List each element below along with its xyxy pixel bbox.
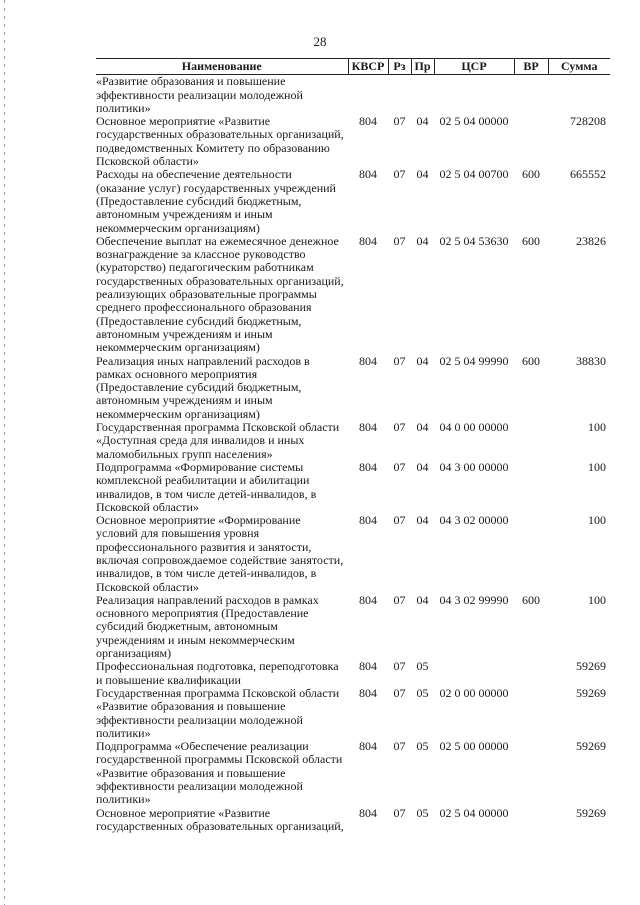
cell-vr: 600 [522,353,540,368]
cell-vr [514,807,548,834]
cell-sum: 59269 [576,739,606,754]
header-kvsr: КВСР [348,59,388,75]
header-vr: ВР [514,59,548,75]
cell-kvsr [348,75,388,115]
cell-csr: 04 3 02 99990 [439,592,509,607]
cell-pr: 04 [416,114,429,129]
cell-sum: 100 [588,459,606,474]
table-row [96,594,610,660]
cell-sum: 100 [588,513,606,528]
cell-vr: 600 [522,233,540,248]
cell-rz: 07 [393,114,406,129]
cell-csr: 04 3 00 00000 [439,459,509,474]
cell-sum: 38830 [576,353,606,368]
table-body [96,75,610,833]
cell-rz: 07 [393,459,406,474]
cell-name: Обеспечение выплат на ежемесячное денежное вознаграждение за классное руководство (кураторство) педагогическим работникам государственных образовательных организаций, реализующих образовательные программы среднего профессионального образования (Предоставление субсидий бюджетным, автономным учреждениям и иным некоммерческим организациям) [96,233,344,355]
cell-pr: 04 [416,353,429,368]
cell-kvsr: 804 [359,459,377,474]
cell-pr: 04 [416,592,429,607]
cell-name: Подпрограмма «Формирование системы комплексной реабилитации и абилитации инвалидов, в том числе детей-инвалидов, в Псковской области» [96,459,317,514]
cell-csr: 02 5 04 00000 [439,805,509,820]
cell-kvsr: 804 [359,513,377,528]
cell-name: Основное мероприятие «Формирование условий для повышения уровня профессионального развития и занятости, включая сопровождаемое содействие занятости, инвалидов, в том числе детей-инвалидов, в Псковской области» [96,513,344,594]
cell-sum: 665552 [570,167,606,182]
cell-kvsr: 804 [359,592,377,607]
cell-name: Основное мероприятие «Развитие государственных образовательных организаций, подведомственных Комитету по образованию Псковской области» [96,114,344,169]
cell-pr: 04 [416,233,429,248]
cell-vr [514,740,548,806]
cell-name: Реализация направлений расходов в рамках основного мероприятия (Предоставление субсидий бюджетным, автономным учреждениям и иным некоммерческим организациям) [96,592,319,661]
cell-csr: 04 3 02 00000 [439,513,509,528]
cell-name: «Развитие образования и повышение эффективности реализации молодежной политики» [96,74,303,115]
cell-kvsr: 804 [359,805,377,820]
cell-kvsr: 804 [359,659,377,674]
cell-kvsr: 804 [359,167,377,182]
cell-kvsr: 804 [359,233,377,248]
table-row [96,514,610,594]
cell-pr: 04 [416,420,429,435]
cell-sum: 59269 [576,659,606,674]
cell-csr: 02 5 00 00000 [439,739,509,754]
cell-vr [514,660,548,687]
cell-name: Реализация иных направлений расходов в рамках основного мероприятия (Предоставление субсидий бюджетным, автономным учреждениям и иным некоммерческим организациям) [96,353,310,421]
cell-pr: 05 [416,685,429,700]
header-rz: Рз [388,59,411,75]
cell-pr: 04 [416,167,429,182]
cell-vr [514,461,548,514]
cell-name: Государственная программа Псковской области «Доступная среда для инвалидов и иных маломобильных групп населения» [96,420,340,461]
header-name: Наименование [96,59,348,75]
cell-vr: 600 [522,592,540,607]
cell-name: Профессиональная подготовка, переподготовка и повышение квалификации [96,659,339,687]
cell-csr [434,660,514,687]
cell-pr: 04 [416,513,429,528]
cell-csr: 02 0 00 00000 [439,685,509,700]
cell-vr [514,75,548,115]
cell-rz: 07 [393,659,406,674]
cell-csr: 02 5 04 00700 [439,167,509,182]
table-row [96,421,610,461]
cell-pr [411,75,434,115]
cell-name: Основное мероприятие «Развитие государственных образовательных организаций, [96,805,344,833]
cell-vr [514,687,548,740]
cell-kvsr: 804 [359,353,377,368]
table-row [96,461,610,514]
cell-csr [434,75,514,115]
cell-rz: 07 [393,353,406,368]
cell-sum: 728208 [570,114,606,129]
header-csr: ЦСР [434,59,514,75]
cell-vr [514,115,548,168]
cell-csr: 02 5 04 53630 [439,233,509,248]
table-row [96,740,610,806]
cell-vr: 600 [522,167,540,182]
cell-pr: 04 [416,459,429,474]
table-header-row [96,59,610,75]
table-row [96,687,610,740]
header-sum: Сумма [548,59,610,75]
budget-table [96,58,610,833]
table-row [96,235,610,355]
cell-csr: 02 5 04 00000 [439,114,509,129]
cell-name: Подпрограмма «Обеспечение реализации государственной программы Псковской области «Развитие образования и повышение эффективности реализации молодежной политики» [96,739,343,807]
cell-vr [514,421,548,461]
cell-sum: 23826 [576,233,606,248]
cell-kvsr: 804 [359,114,377,129]
cell-csr: 04 0 00 00000 [439,420,509,435]
cell-kvsr: 804 [359,739,377,754]
page-number: 28 [313,34,327,49]
cell-name: Государственная программа Псковской области «Развитие образования и повышение эффективности реализации молодежной политики» [96,685,340,740]
table-row [96,115,610,168]
cell-rz: 07 [393,805,406,820]
cell-sum: 59269 [576,805,606,820]
cell-rz: 07 [393,739,406,754]
cell-rz [388,75,411,115]
cell-rz: 07 [393,685,406,700]
table-row [96,807,610,834]
cell-pr: 05 [416,805,429,820]
cell-name: Расходы на обеспечение деятельности (оказание услуг) государственных учреждений (Предоставление субсидий бюджетным, автономным учреждениям и иным некоммерческим организациям) [96,167,336,235]
cell-rz: 07 [393,233,406,248]
table-row [96,355,610,421]
cell-rz: 07 [393,420,406,435]
table-row [96,168,610,234]
cell-rz: 07 [393,592,406,607]
cell-sum [548,75,610,115]
cell-sum: 100 [588,592,606,607]
scan-edge [4,0,5,905]
cell-sum: 100 [588,420,606,435]
cell-rz: 07 [393,167,406,182]
header-pr: Пр [411,59,434,75]
cell-pr: 05 [416,659,429,674]
cell-rz: 07 [393,513,406,528]
table-row [96,75,610,115]
cell-kvsr: 804 [359,420,377,435]
cell-sum: 59269 [576,685,606,700]
cell-pr: 05 [416,739,429,754]
cell-vr [514,514,548,594]
cell-csr: 02 5 04 99990 [439,353,509,368]
cell-kvsr: 804 [359,685,377,700]
table-row [96,660,610,687]
